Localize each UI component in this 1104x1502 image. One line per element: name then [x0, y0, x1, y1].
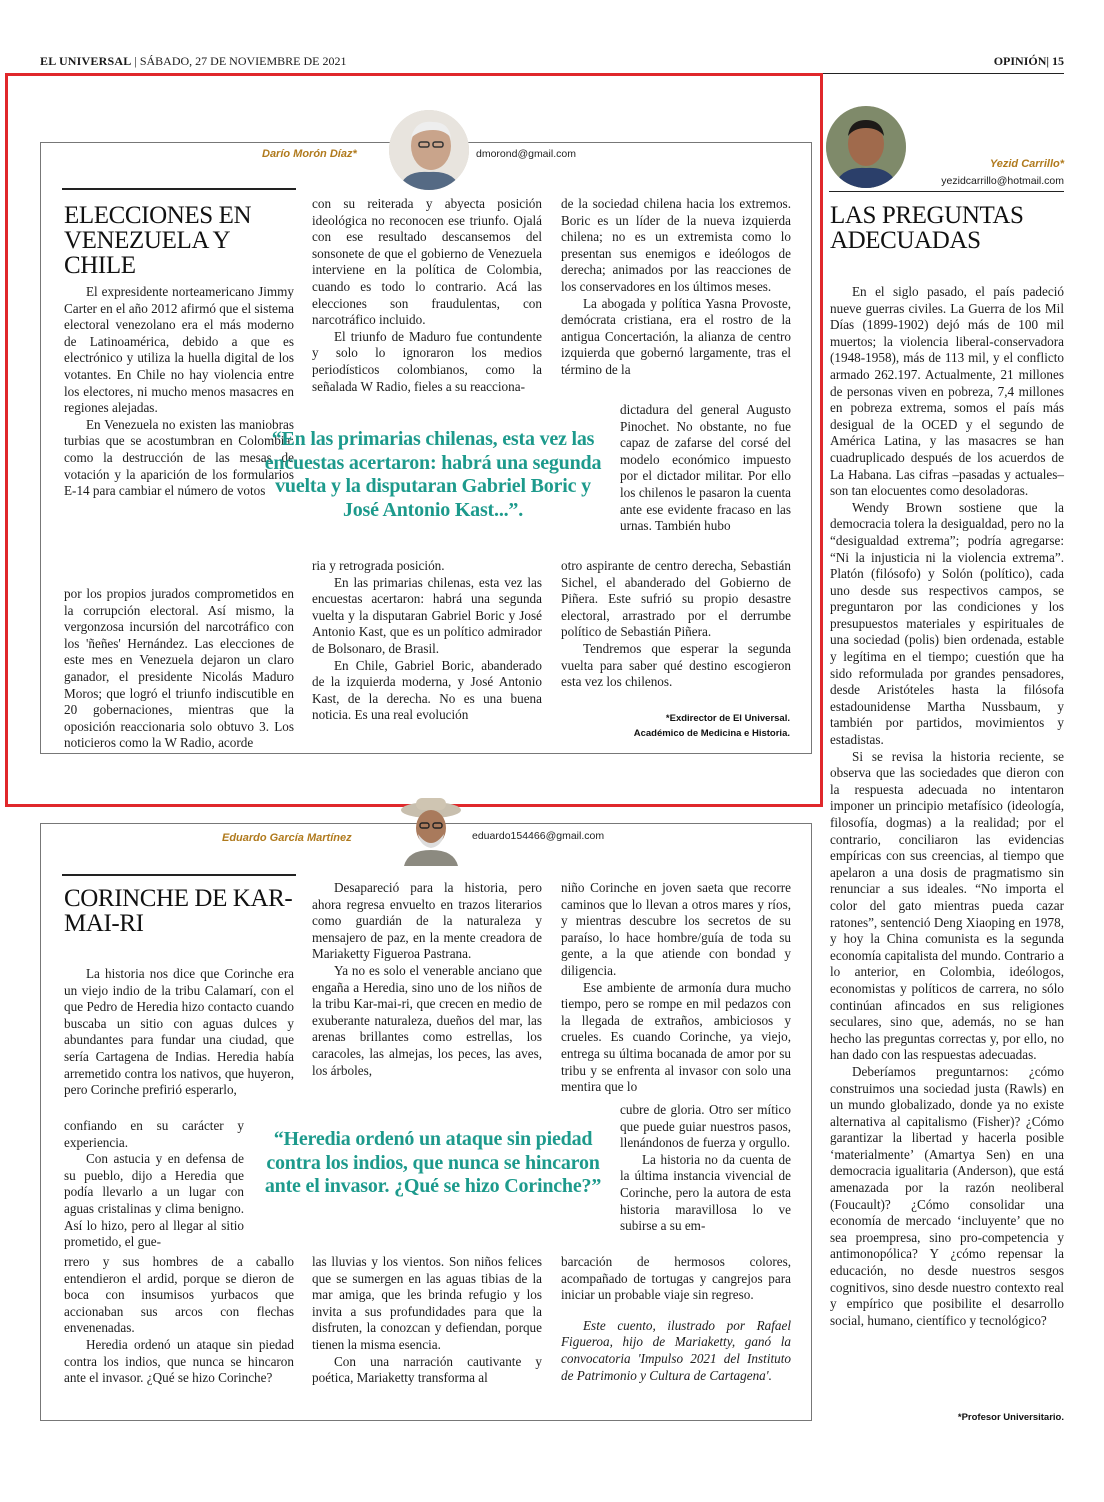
signature-line: Académico de Medicina e Historia. — [633, 728, 790, 739]
paragraph: barcación de hermosos colores, acompañado de tortugas y cangrejos para iniciar un probable viaje sin regreso. — [561, 1254, 791, 1303]
paragraph: Ese ambiente de armonía dura mucho tiempo, pero se rompe en mil pedazos con la llegada de extraños, ambiciosos y crueles. Es cuando Corinche, ya viejo, entrega su última bocanada de amor por su tribu y se enfrenta al invasor con solo una mentira que lo — [561, 979, 791, 1095]
paragraph: cubre de gloria. Otro ser mítico que puede guiar nuestros pasos, llenándonos de fuerza y orgullo. — [620, 1102, 791, 1151]
article1-author: Darío Morón Díaz* — [262, 148, 357, 160]
sidebar-signature: *Profesor Universitario. — [957, 1412, 1064, 1423]
article1-headline-rule — [62, 188, 296, 190]
paragraph: otro aspirante de centro derecha, Sebastián Sichel, el abanderado del Gobierno de Piñera. Este sufrió su propio desastre electoral, arrastrado por el derrumbe político de Sebastián Piñera. — [561, 558, 791, 640]
paragraph: Heredia ordenó un ataque sin piedad contra los indios, que nunca se hincaron ante el invasor. ¿Qué se hizo Corinche? — [64, 1336, 294, 1386]
sidebar-headline-rule — [829, 191, 1064, 192]
article1-col1-bottom — [64, 586, 294, 752]
article2-col3-mid — [620, 1102, 791, 1235]
article1-pull-quote: “En las primarias chilenas, esta vez las encuestas acertaron: habrá una segunda vuelta y la disputaran Gabriel Boric y José Antonio Kast...”. — [264, 428, 602, 521]
sidebar-author: Yezid Carrillo* — [989, 158, 1064, 170]
paragraph: La historia no da cuenta de la última instancia vivencial de Corinche, pero la autora de esta historia maravillosa lo ve subirse a su em- — [620, 1151, 791, 1234]
article2-headline: CORINCHE DE KAR-MAI-RI — [64, 885, 293, 937]
signature-line: *Exdirector de El Universal. — [665, 713, 790, 724]
article2-headline-rule — [62, 874, 296, 876]
article1-email: dmorond@gmail.com — [476, 148, 576, 160]
paragraph: En Venezuela no existen las maniobras turbias que se acostumbran en Colombia: como la destrucción de las mesas de votación y la aparición de los formularios E-14 para cambiar el número de votos — [64, 416, 294, 499]
paragraph: de la sociedad chilena hacia los extremos. Boric es un líder de la nueva izquierda chilena; no es un extremista como lo presentan sus enemigos e ideólogos de derecha; animados por las reacciones de los conservadores en los últimos meses. — [561, 196, 791, 294]
paragraph: por los propios jurados comprometidos en la corrupción electoral. Así mismo, la vergonzosa incursión del narcotráfico con los 'ñeñes' Hernández. Las elecciones de este mes en Venezuela dejaron un claro ganador, el presidente Nicolás Maduro Moros; que logró el triunfo indiscutible en 20 gobernaciones, mientras que la oposición reaccionaria solo obtuvo 3. Los noticieros como la W Radio, acorde — [64, 586, 294, 751]
paragraph: La abogada y política Yasna Provoste, demócrata cristiana, era el rostro de la antigua Concertación, la alianza de centro izquierda que gobernó largamente, tras el término de la — [561, 295, 791, 377]
article2-col1-top — [64, 966, 294, 1099]
sidebar-email: yezidcarrillo@hotmail.com — [941, 175, 1064, 187]
paragraph: Deberíamos preguntarnos: ¿cómo construimos una sociedad justa (Rawls) en un mundo globalizado, donde ya no existe alternativa al capitalismo (Fisher)? ¿Cómo garantizar la libertad y hacerla posible ‘materialmente’ (Amartya Sen) en una democracia igualitaria (Anderson), que está amenazada por la razón neoliberal (Foucault)? ¿Cómo consolidar una economía de mercado ‘incluyente’ que no sea proempresa, sino pro-competencia y antimonopólica? Y ¿cómo repensar la educación, no desde nuestros sesgos cognitivos, sino desde nuestro contexto real y empírico que posibilite el desarrollo social, humano, científico y tecnológico? — [830, 1063, 1064, 1328]
paragraph: con su reiterada y abyecta posición ideológica no reconocen ese triunfo. Ojalá con ese resultado descansemos del sonsonete de que el gobierno de Venezuela interviene en la política de Colombia, cuando es todo lo contrario. Acá las elecciones son fraudulentas, con narcotráfico incluido. — [312, 196, 542, 328]
article1-col3-top — [561, 196, 791, 379]
article2-col3-top — [561, 880, 791, 1096]
paragraph: La historia nos dice que Corinche era un viejo indio de la tribu Calamarí, con el que Pedro de Heredia hizo contacto cuando buscaba un sitio con aguas dulces y abundantes para fundar una ciudad, que sería Cartagena de Indias. Heredia había arremetido contra los nativos, que huyeron, pero Corinche prefirió esperarlo, — [64, 966, 294, 1098]
section-page: OPINIÓN| 15 — [993, 54, 1064, 68]
paragraph: las lluvias y los vientos. Son niños felices que se sumergen en las aguas tibias de la mar amiga, que les brinda refugio y los invita a sus profundidades para que la disfruten, la conozcan y defiendan, porque tienen la misma esencia. — [312, 1254, 542, 1352]
paragraph: niño Corinche en joven saeta que recorre caminos que lo llevan a otros mares y ríos, y mientras descubre los secretos de su paraíso, lo hace hombre/guía de toda su gente, a la que atiende con bondad y diligencia. — [561, 880, 791, 978]
article2-col1-mid — [64, 1118, 244, 1251]
paragraph: En las primarias chilenas, esta vez las encuestas acertaron: habrá una segunda vuelta y la disputaran Gabriel Boric y José Antonio Kast, que es un político admirador de Bolsonaro, de Brasil. — [312, 574, 542, 656]
article1-author-photo — [389, 110, 469, 190]
article1-byline — [262, 148, 357, 160]
article2-author-photo — [398, 796, 464, 866]
paragraph: Si se revisa la historia reciente, se observa que las sociedades que dieron con la respuesta adecuada no intentaron imponer un principio metafísico (ideología, filosofía, dogmas) a la realidad; por el contrario, conciliaron las evidencias empíricas con sus creencias, al tiempo que apelaron a una dosis de pragmatismo sin renunciar a sus ideales. “No importa el color del gato mientras pueda cazar ratones”, sentenció Deng Xiaoping en 1978, y hoy la China comunista es la segunda economía capitalista del mundo. Contrario a lo anterior, en Colombia, ideólogos, economistas y políticos de carrera, no sólo continúan afincados en sus religiones seculares, sino que, además, no se han hecho las preguntas correctas y, por ello, no han dado con las respuestas adecuadas. — [830, 748, 1064, 1063]
article1-headline: ELECCIONES EN VENEZUELA Y CHILE — [64, 202, 252, 279]
paragraph: confiando en su carácter y experiencia. — [64, 1118, 244, 1150]
article1-col3-bottom — [561, 558, 791, 691]
header-left — [40, 54, 347, 69]
paragraph: ria y retrograda posición. — [312, 558, 445, 573]
paragraph: Este cuento, ilustrado por Rafael Figueroa, hijo de Mariaketty, ganó la convocatoria 'Impulso 2021 del Instituto de Patrimonio y Cultura de Cartagena'. — [561, 1317, 791, 1383]
publication-date: | SÁBADO, 27 DE NOVIEMBRE DE 2021 — [134, 54, 347, 68]
paragraph: El triunfo de Maduro fue contundente y solo lo ignoraron los medios periodísticos colombianos, como la señalada W Radio, fieles a su reacciona- — [312, 328, 542, 394]
article2-email: eduardo154466@gmail.com — [472, 830, 605, 842]
page-header — [40, 54, 1064, 74]
article1-col2-bottom — [312, 558, 542, 724]
paragraph: Tendremos que esperar la segunda vuelta para saber qué destino escogieron esta vez los chilenos. — [561, 640, 791, 690]
sidebar-body — [830, 284, 1064, 1329]
article2-byline — [222, 832, 352, 844]
sidebar-author-photo — [826, 106, 906, 188]
paragraph: Wendy Brown sostiene que la democracia tolera la desigualdad, pero no la “desigualdad extrema”; podría agregarse: “Ni la injusticia ni la violencia extrema”. Platón (filósofo) y Solón (político), cada uno desde sus respectivos campos, se preguntaron por las condiciones y los presupuestos materiales y espirituales de una sociedad (polis) bien ordenada, estable y legítima en el tiempo; cuestión que ha sido reformulada por grandes pensadores, desde Aristóteles hasta la filósofa estadounidense Martha Nussbaum, y también por partidos, movimientos y estadistas. — [830, 499, 1064, 748]
article1-col3-mid — [620, 402, 791, 535]
article1-col2-top — [312, 196, 542, 395]
article2-pull-quote: “Heredia ordenó un ataque sin piedad contra los indios, que nunca se hincaron ante el invasor. ¿Qué se hizo Corinche?” — [264, 1128, 602, 1197]
paragraph: En el siglo pasado, el país padeció nueve guerras civiles. La Guerra de los Mil Días (1899-1902) dejó más de 100 mil muertos; la violencia liberal-conservadora (1948-1958), más de 113 mil, y el conflicto armado 262.197. Actualmente, 21 millones de personas viven en pobreza, 7,4 millones en pobreza extrema, somos el país más desigual de la OCED y el segundo de América Latina, y las masacres se han cuadruplicado después de los acuerdos de La Habana. Las cifras –pasadas y actuales– son tan elocuentes como desoladoras. — [830, 284, 1064, 499]
paragraph: dictadura del general Augusto Pinochet. No obstante, no fue capaz de zafarse del corsé del modelo económico impuesto por el dictador militar. Por ello los chilenos le pasaron la cuenta ante ese evidente fracaso en las urnas. También hubo — [620, 402, 791, 534]
article2-col3-bottom — [561, 1254, 791, 1384]
paragraph: rrero y sus hombres de a caballo entendieron el ardid, porque se dieron de boca con insumisos yurbacos que accionaban sus arcos con flechas envenenadas. — [64, 1254, 294, 1336]
article2-author: Eduardo García Martínez — [222, 832, 352, 844]
paragraph: Con una narración cautivante y poética, Mariaketty transforma al — [312, 1353, 542, 1386]
article2-col2-top — [312, 880, 542, 1079]
paragraph: Desapareció para la historia, pero ahora regresa envuelto en trazos literarios como guardián de la naturaleza y mensajero de paz, en la mente creadora de Mariaketty Figueroa Pastrana. — [312, 880, 542, 962]
paragraph: Ya no es solo el venerable anciano que engaña a Heredia, sino uno de los niños de la tribu Kar-mai-ri, que crecen en medio de exuberante naturaleza, dueños del mar, las arenas brillantes como estrellas, los caracoles, las almejas, los peces, las aves, los árboles, — [312, 962, 542, 1078]
article2-col1-bottom — [64, 1254, 294, 1387]
paragraph: Con astucia y en defensa de su pueblo, dijo a Heredia que podía llevarlo a un lugar con aguas cristalinas y clima benigno. Así lo hizo, pero al llegar al sitio prometido, el gue- — [64, 1151, 244, 1250]
paragraph: El expresidente norteamericano Jimmy Carter en el año 2012 afirmó que el sistema electoral venezolano era el más moderno de Latinoamérica, debido a que es electrónico y utiliza la huella digital de los votantes. En Chile no hay violencia entre los electores, ni mucho menos masacres en regiones alejadas. — [64, 284, 294, 416]
paragraph: En Chile, Gabriel Boric, abanderado de la izquierda moderna, y José Antonio Kast, de la derecha. No es una buena noticia. Es una real evolución — [312, 657, 542, 723]
article1-signature — [560, 713, 790, 739]
sidebar-headline: LAS PREGUNTAS ADECUADAS — [830, 202, 1024, 254]
newspaper-name: EL UNIVERSAL — [40, 54, 132, 68]
article2-col2-bottom — [312, 1254, 542, 1387]
